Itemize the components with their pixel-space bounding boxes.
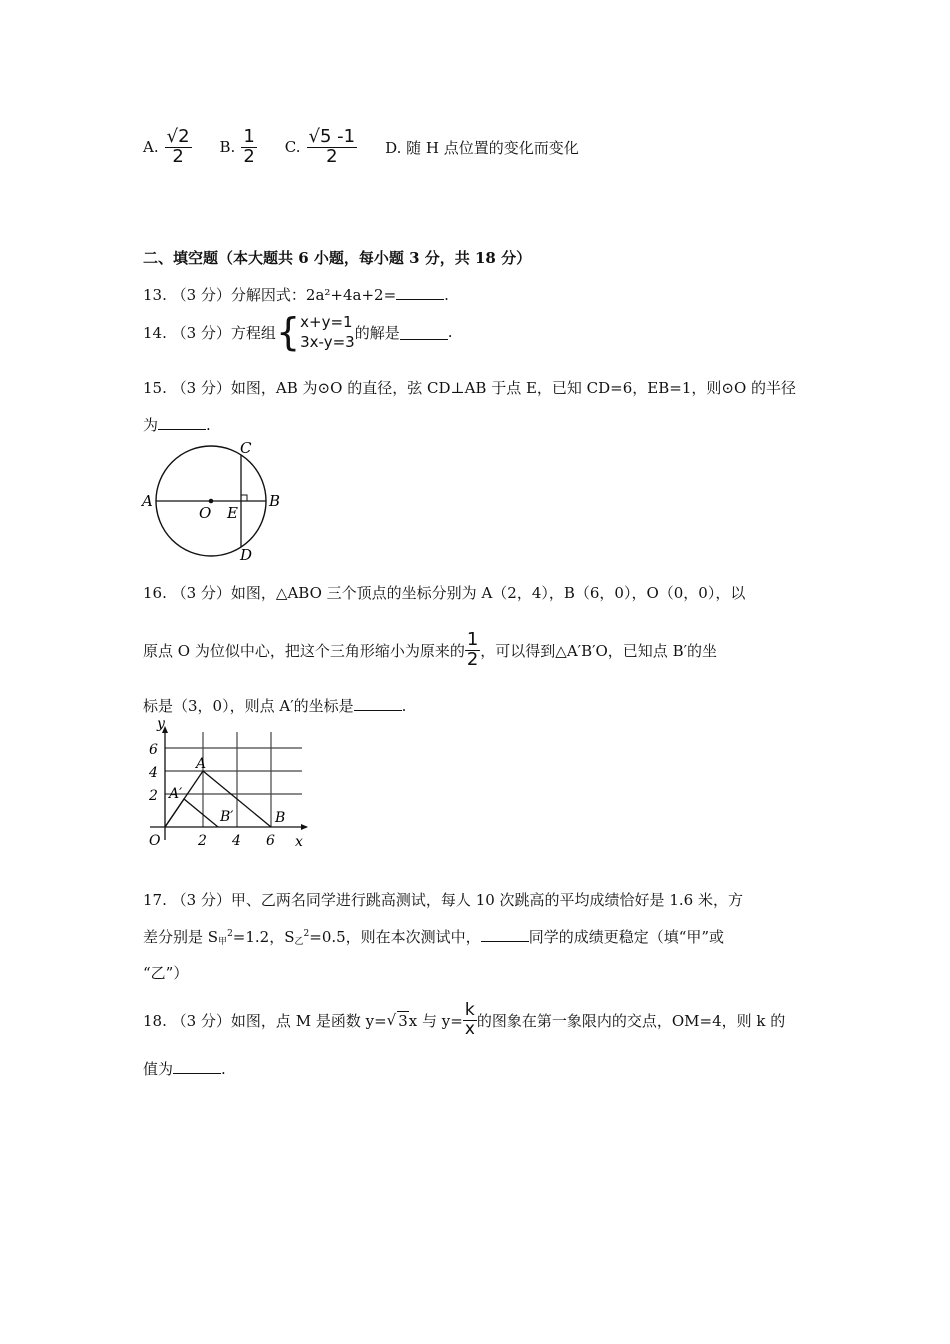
q17-sub-jia: 甲 <box>218 937 228 947</box>
q16-line3-prefix: 标是（3，0），则点 A′的坐标是 <box>143 697 354 715</box>
q16-line2-prefix: 原点 O 为位似中心，把这个三角形缩小为原来的 <box>143 641 465 660</box>
label-d: D <box>240 546 253 564</box>
q14-prefix: 14. （3 分）方程组 <box>143 323 276 342</box>
x-tick-6: 6 <box>266 833 275 849</box>
origin-label: O <box>149 833 161 849</box>
right-angle-mark <box>241 495 247 501</box>
q14-equation-2: 3x-y=3 <box>300 333 355 352</box>
q18-prefix: 18. （3 分）如图，点 M 是函数 y= <box>143 1011 387 1030</box>
y-tick-2: 2 <box>149 788 158 804</box>
triangle-a2b2o <box>165 799 218 827</box>
answer-options <box>143 128 607 167</box>
option-a-label: A. <box>143 138 159 157</box>
q17-part-c: =0.5，则在本次测试中， <box>309 928 481 946</box>
option-b-numerator: 1 <box>243 126 255 147</box>
q17-part-d: 同学的成绩更稳定（填“甲”或 <box>528 928 725 946</box>
q14-suffix: 的解是 <box>354 323 400 342</box>
label-a: A <box>142 492 153 510</box>
label-c: C <box>240 439 252 457</box>
point-a-label: A <box>196 756 207 772</box>
q17-answer-blank <box>481 927 529 942</box>
q17-part-a: 差分别是 S <box>143 928 219 946</box>
question-18-line-2 <box>143 1058 226 1079</box>
q13-text: 13. （3 分）分解因式：2a²+4a+2= <box>143 286 397 304</box>
point-b-label: B <box>275 810 286 826</box>
q18-fraction <box>463 1002 477 1039</box>
circle-diagram <box>140 438 290 564</box>
option-a-numerator: √2 <box>166 126 190 147</box>
axis-label-x: x <box>295 834 303 850</box>
option-b <box>220 128 257 167</box>
q16-answer-blank <box>354 696 402 711</box>
q14-end: . <box>447 323 453 342</box>
center-point <box>209 499 214 504</box>
question-13 <box>143 284 449 305</box>
q16-line2-suffix: ，可以得到△A′B′O，已知点 B′的坐 <box>480 641 717 660</box>
equation-system <box>300 312 355 353</box>
label-o: O <box>199 504 212 522</box>
q18-fraction-numerator: k <box>463 1002 477 1021</box>
q15-end: . <box>206 416 211 434</box>
q14-answer-blank <box>400 325 448 340</box>
question-18-line-1 <box>143 1002 785 1039</box>
option-b-fraction <box>241 128 256 167</box>
axis-label-y: y <box>157 716 165 732</box>
q17-sup-2: 2 <box>303 929 310 939</box>
q18-fraction-denominator: x <box>464 1018 475 1039</box>
q18-end: . <box>221 1060 226 1078</box>
q18-answer-blank <box>173 1059 221 1074</box>
q16-fraction-numerator: 1 <box>466 629 479 650</box>
question-15-line-2 <box>143 414 211 435</box>
question-16-line-3 <box>143 695 406 716</box>
q13-answer-blank <box>396 285 444 300</box>
brace-icon: { <box>275 310 301 355</box>
q17-sub-yi: 乙 <box>294 937 304 947</box>
question-16-line-1: 16. （3 分）如图，△ABO 三个顶点的坐标分别为 A（2，4），B（6，0），O（0，0），以 <box>143 584 746 602</box>
sqrt-icon: √ <box>386 1011 397 1030</box>
option-a-fraction <box>165 128 192 167</box>
q15-answer-blank <box>158 415 206 430</box>
question-17-line-3: “乙”） <box>143 964 189 982</box>
q18-sqrt-radicand: 3 <box>398 1011 408 1030</box>
q13-end: . <box>444 286 449 304</box>
q16-end: . <box>401 697 407 715</box>
q14-equation-1: x+y=1 <box>300 313 353 331</box>
question-14 <box>143 312 452 353</box>
question-17-line-2 <box>143 926 724 947</box>
coordinate-graph <box>140 714 315 850</box>
option-b-denominator: 2 <box>243 145 255 167</box>
question-15-line-1: 15. （3 分）如图，AB 为⊙O 的直径，弦 CD⊥AB 于点 E，已知 CD=6，EB=1，则⊙O 的半径 <box>143 379 797 397</box>
option-a <box>143 128 192 167</box>
option-c-label: C. <box>284 138 301 157</box>
point-a-prime-label: A′ <box>169 786 183 802</box>
option-c-numerator: √5 -1 <box>308 126 356 147</box>
q18-suffix: 的图象在第一象限内的交点，OM=4，则 k 的 <box>476 1011 786 1030</box>
option-a-denominator: 2 <box>172 145 184 167</box>
question-16-line-2 <box>143 631 717 670</box>
x-axis-arrow-icon <box>301 824 308 830</box>
option-c-fraction <box>307 128 358 167</box>
x-tick-2: 2 <box>198 833 207 849</box>
q16-fraction <box>465 631 480 670</box>
y-tick-6: 6 <box>149 742 158 758</box>
point-b-prime-label: B′ <box>220 809 234 825</box>
q18-mid: x 与 y= <box>408 1011 463 1030</box>
q15-line2-prefix: 为 <box>143 416 159 434</box>
option-c-denominator: 2 <box>326 145 338 167</box>
question-17-line-1: 17. （3 分）甲、乙两名同学进行跳高测试，每人 10 次跳高的平均成绩恰好是 1.6 米，方 <box>143 891 743 909</box>
q17-sup-1: 2 <box>227 929 233 939</box>
option-d: D. 随 H 点位置的变化而变化 <box>385 138 579 157</box>
option-b-label: B. <box>219 138 236 157</box>
q16-fraction-denominator: 2 <box>466 648 479 670</box>
y-tick-4: 4 <box>149 765 158 781</box>
q17-part-b: =1.2，S <box>232 928 295 946</box>
label-e: E <box>227 504 238 522</box>
section-heading: 二、填空题（本大题共 6 小题，每小题 3 分，共 18 分） <box>143 249 532 267</box>
x-tick-4: 4 <box>232 833 241 849</box>
label-b: B <box>269 492 281 510</box>
q18-line2-prefix: 值为 <box>143 1060 174 1078</box>
option-c <box>285 128 357 167</box>
